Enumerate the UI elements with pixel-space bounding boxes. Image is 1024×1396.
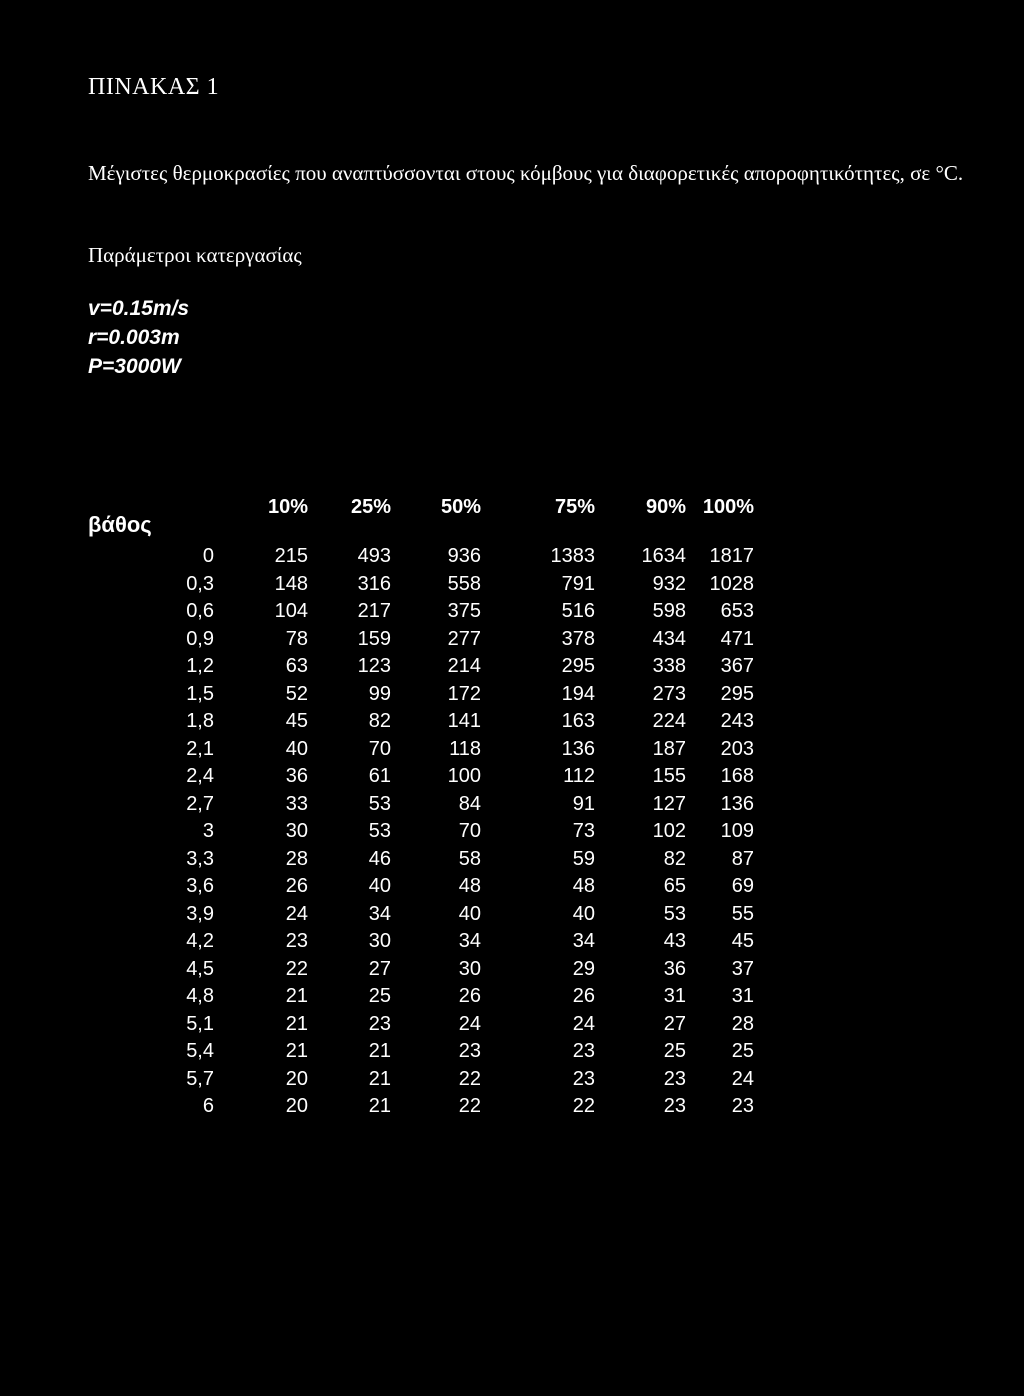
value-cell: 187	[652, 737, 686, 760]
value-cell: 295	[561, 655, 595, 677]
value-cell: 34	[572, 930, 595, 952]
value-cell: 99	[368, 682, 391, 705]
value-cell: 23	[572, 1040, 595, 1062]
value-cell: 516	[561, 600, 595, 622]
table-row	[0, 875, 1024, 902]
depth-cell: 1,2	[186, 655, 214, 677]
value-cell: 53	[368, 820, 391, 842]
table-row	[0, 738, 1024, 765]
value-cell: 78	[285, 627, 308, 650]
value-cell: 70	[368, 737, 391, 760]
param-power: P=3000W	[88, 355, 181, 378]
value-cell: 273	[652, 682, 686, 705]
value-cell: 23	[663, 1095, 686, 1117]
value-cell: 30	[368, 930, 391, 952]
value-cell: 82	[663, 847, 686, 870]
value-cell: 23	[731, 1095, 754, 1117]
value-cell: 45	[285, 710, 308, 732]
value-cell: 29	[572, 957, 595, 980]
depth-cell: 3,9	[186, 902, 214, 925]
value-cell: 791	[561, 572, 595, 595]
value-cell: 936	[447, 545, 481, 567]
value-cell: 1634	[641, 545, 686, 567]
depth-cell: 4,5	[186, 957, 214, 980]
value-cell: 102	[652, 820, 686, 842]
value-cell: 159	[357, 627, 391, 650]
value-cell: 25	[663, 1040, 686, 1062]
value-cell: 58	[458, 847, 481, 870]
depth-cell: 2,7	[186, 792, 214, 815]
value-cell: 21	[285, 1040, 308, 1062]
value-cell: 136	[720, 792, 754, 815]
param-radius: r=0.003m	[88, 326, 180, 349]
depth-cell: 5,1	[186, 1012, 214, 1035]
value-cell: 23	[285, 930, 308, 952]
value-cell: 73	[572, 820, 595, 842]
depth-cell: 2,1	[186, 737, 214, 760]
value-cell: 26	[458, 985, 481, 1007]
depth-cell: 3,3	[186, 847, 214, 870]
value-cell: 141	[447, 710, 481, 732]
table-row	[0, 545, 1024, 572]
value-cell: 27	[368, 957, 391, 980]
value-cell: 163	[561, 710, 595, 732]
value-cell: 653	[720, 600, 754, 622]
depth-cell: 5,4	[186, 1040, 214, 1062]
value-cell: 316	[357, 572, 391, 595]
depth-cell: 3	[202, 820, 214, 842]
value-cell: 493	[357, 545, 391, 567]
value-cell: 295	[720, 682, 754, 705]
value-cell: 109	[720, 820, 754, 842]
value-cell: 91	[572, 792, 595, 815]
value-cell: 21	[368, 1095, 391, 1117]
value-cell: 84	[458, 792, 481, 815]
value-cell: 59	[572, 847, 595, 870]
value-cell: 22	[458, 1095, 481, 1117]
value-cell: 52	[285, 682, 308, 705]
value-cell: 155	[652, 765, 686, 787]
value-cell: 28	[285, 847, 308, 870]
value-cell: 24	[285, 902, 308, 925]
value-cell: 338	[652, 655, 686, 677]
param-velocity: v=0.15m/s	[88, 297, 190, 320]
depth-cell: 1,5	[186, 682, 214, 705]
table-row	[0, 820, 1024, 847]
value-cell: 28	[731, 1012, 754, 1035]
value-cell: 172	[447, 682, 481, 705]
table-row	[0, 793, 1024, 820]
value-cell: 65	[663, 875, 686, 897]
value-cell: 434	[652, 627, 686, 650]
table-row	[0, 628, 1024, 655]
value-cell: 24	[731, 1067, 754, 1090]
value-cell: 24	[458, 1012, 481, 1035]
table-row	[0, 985, 1024, 1012]
column-header-75: 75%	[554, 496, 595, 518]
value-cell: 30	[458, 957, 481, 980]
value-cell: 26	[572, 985, 595, 1007]
value-cell: 104	[274, 600, 308, 622]
value-cell: 217	[357, 600, 391, 622]
value-cell: 36	[663, 957, 686, 980]
value-cell: 70	[458, 820, 481, 842]
value-cell: 20	[285, 1067, 308, 1090]
value-cell: 23	[572, 1067, 595, 1090]
table-row	[0, 958, 1024, 985]
value-cell: 43	[663, 930, 686, 952]
depth-cell: 2,4	[186, 765, 214, 787]
table-caption: Μέγιστες θερμοκρασίες που αναπτύσσονται στους κόμβους για διαφορετικές αποροφητικότητες, σε °C.	[88, 161, 964, 185]
value-cell: 40	[285, 737, 308, 760]
value-cell: 25	[731, 1040, 754, 1062]
value-cell: 25	[368, 985, 391, 1007]
table-row	[0, 655, 1024, 682]
value-cell: 48	[458, 875, 481, 897]
value-cell: 375	[447, 600, 481, 622]
value-cell: 24	[572, 1012, 595, 1035]
table-row	[0, 1095, 1024, 1122]
value-cell: 48	[572, 875, 595, 897]
value-cell: 243	[720, 710, 754, 732]
value-cell: 21	[368, 1040, 391, 1062]
value-cell: 46	[368, 847, 391, 870]
value-cell: 45	[731, 930, 754, 952]
value-cell: 21	[285, 1012, 308, 1035]
depth-cell: 3,6	[186, 875, 214, 897]
value-cell: 20	[285, 1095, 308, 1117]
depth-cell: 0,3	[186, 572, 214, 595]
value-cell: 932	[652, 572, 686, 595]
value-cell: 26	[285, 875, 308, 897]
value-cell: 23	[368, 1012, 391, 1035]
value-cell: 598	[652, 600, 686, 622]
depth-cell: 6	[202, 1095, 214, 1117]
value-cell: 87	[731, 847, 754, 870]
depth-cell: 5,7	[186, 1067, 214, 1090]
value-cell: 367	[720, 655, 754, 677]
value-cell: 21	[368, 1067, 391, 1090]
value-cell: 112	[563, 765, 595, 787]
depth-cell: 4,2	[186, 930, 214, 952]
table-row	[0, 600, 1024, 627]
value-cell: 378	[561, 627, 595, 650]
value-cell: 558	[447, 572, 481, 595]
value-cell: 215	[274, 545, 308, 567]
value-cell: 22	[572, 1095, 595, 1117]
value-cell: 53	[368, 792, 391, 815]
depth-cell: 0,9	[186, 627, 214, 650]
value-cell: 31	[731, 985, 754, 1007]
value-cell: 21	[285, 985, 308, 1007]
depth-cell: 0	[202, 545, 214, 567]
column-header-50: 50%	[440, 496, 481, 518]
value-cell: 118	[449, 737, 481, 760]
value-cell: 168	[720, 765, 754, 787]
page-title: ΠΙΝΑΚΑΣ 1	[88, 74, 220, 100]
value-cell: 40	[572, 902, 595, 925]
value-cell: 36	[285, 765, 308, 787]
value-cell: 1817	[709, 545, 754, 567]
value-cell: 148	[274, 572, 308, 595]
table-row	[0, 683, 1024, 710]
value-cell: 34	[458, 930, 481, 952]
value-cell: 224	[652, 710, 686, 732]
table-row	[0, 573, 1024, 600]
value-cell: 53	[663, 902, 686, 925]
value-cell: 33	[285, 792, 308, 815]
value-cell: 23	[663, 1067, 686, 1090]
depth-cell: 0,6	[186, 600, 214, 622]
value-cell: 123	[357, 655, 391, 677]
value-cell: 214	[447, 655, 481, 677]
value-cell: 203	[720, 737, 754, 760]
value-cell: 100	[447, 765, 481, 787]
params-block	[88, 294, 189, 381]
value-cell: 40	[458, 902, 481, 925]
value-cell: 63	[285, 655, 308, 677]
value-cell: 1383	[550, 545, 595, 567]
table-row	[0, 1013, 1024, 1040]
table-row	[0, 848, 1024, 875]
value-cell: 82	[368, 710, 391, 732]
value-cell: 34	[368, 902, 391, 925]
table-row	[0, 765, 1024, 792]
value-cell: 30	[285, 820, 308, 842]
value-cell: 136	[561, 737, 595, 760]
value-cell: 40	[368, 875, 391, 897]
value-cell: 1028	[709, 572, 754, 595]
column-header-10: 10%	[267, 496, 308, 518]
value-cell: 277	[447, 627, 481, 650]
table-row	[0, 710, 1024, 737]
depth-column-header: βάθος	[88, 512, 152, 537]
value-cell: 61	[368, 765, 391, 787]
column-header-100: 100%	[702, 496, 754, 518]
value-cell: 27	[663, 1012, 686, 1035]
depth-cell: 1,8	[186, 710, 214, 732]
column-header-25: 25%	[350, 496, 391, 518]
table-row	[0, 1068, 1024, 1095]
value-cell: 471	[720, 627, 754, 650]
value-cell: 69	[731, 875, 754, 897]
value-cell: 31	[663, 985, 686, 1007]
value-cell: 37	[731, 957, 754, 980]
value-cell: 22	[458, 1067, 481, 1090]
value-cell: 194	[561, 682, 595, 705]
value-cell: 22	[285, 957, 308, 980]
params-label: Παράμετροι κατεργασίας	[88, 243, 302, 267]
table-row	[0, 903, 1024, 930]
table-row	[0, 930, 1024, 957]
column-header-90: 90%	[645, 496, 686, 518]
value-cell: 127	[652, 792, 686, 815]
depth-cell: 4,8	[186, 985, 214, 1007]
table-row	[0, 1040, 1024, 1067]
value-cell: 55	[731, 902, 754, 925]
value-cell: 23	[458, 1040, 481, 1062]
